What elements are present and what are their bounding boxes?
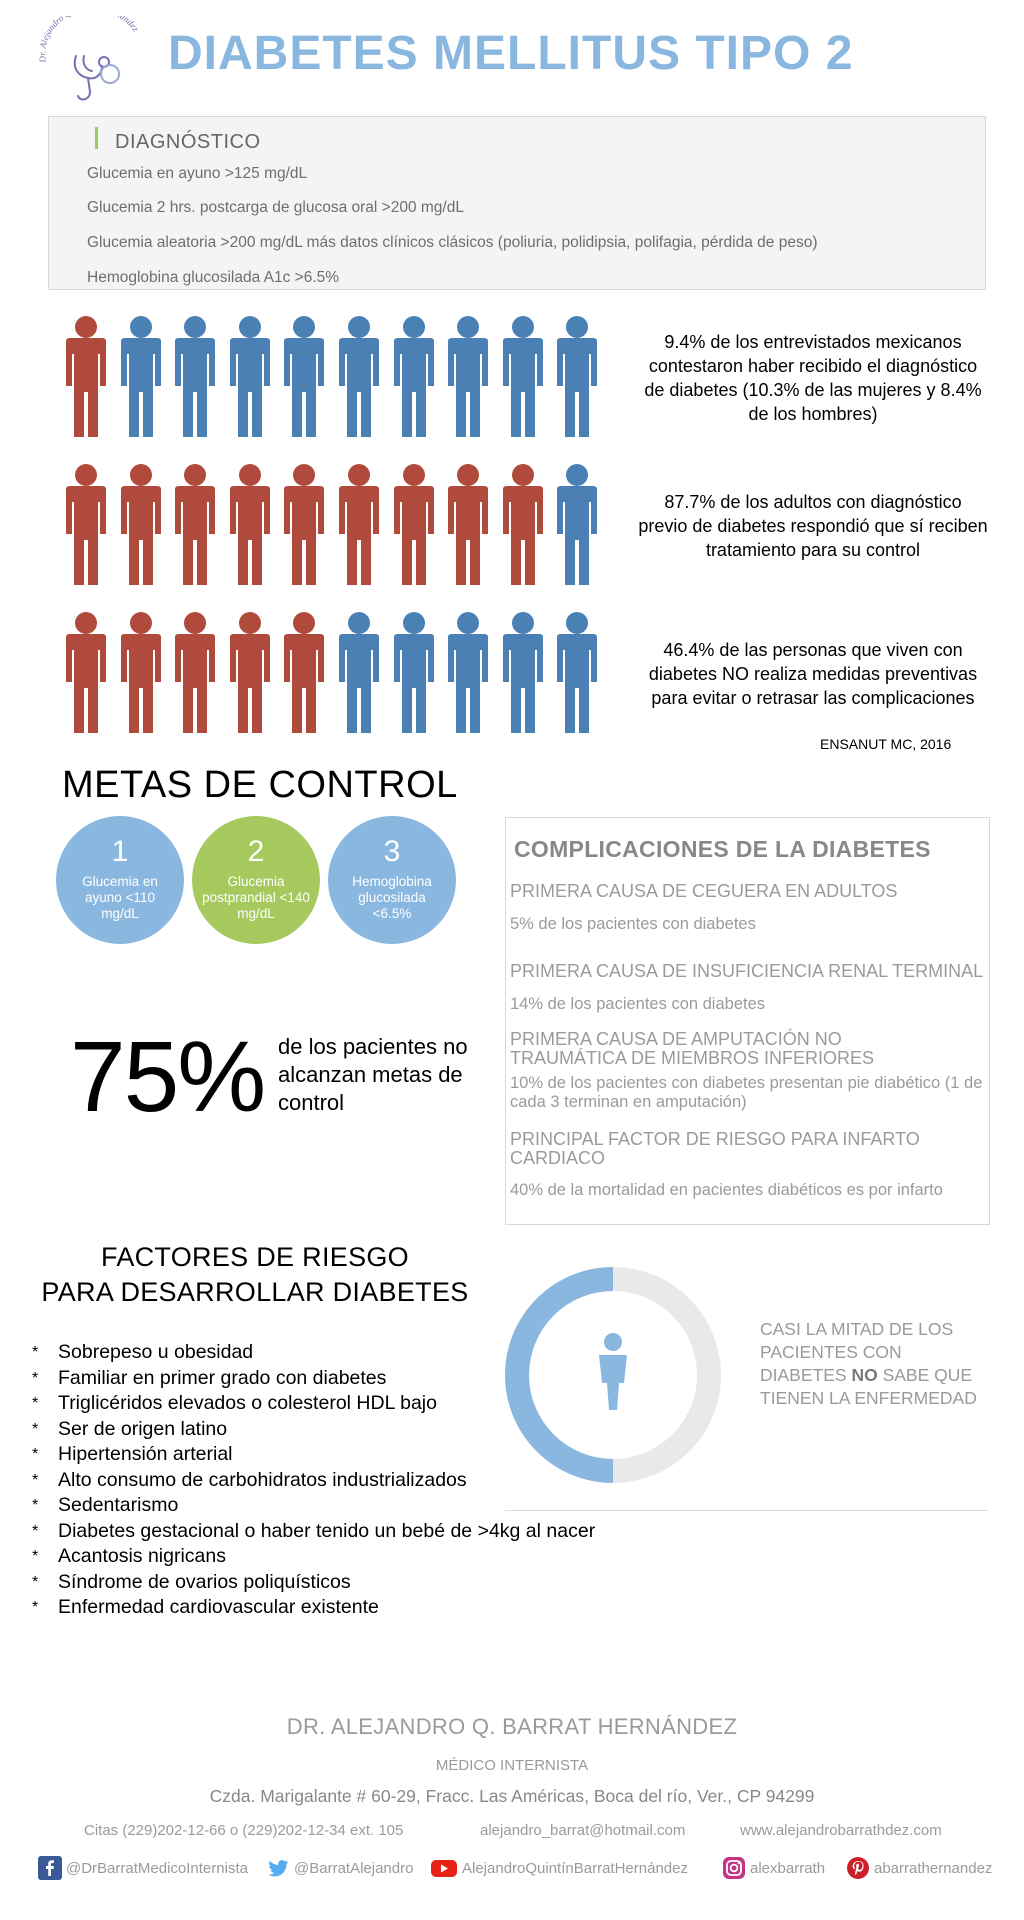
- logo: [32, 16, 147, 106]
- pinterest-icon: [846, 1856, 870, 1880]
- person-icon-blue: [388, 610, 440, 735]
- youtube-icon: [430, 1856, 458, 1880]
- twitter-link[interactable]: @BarratAlejandro: [266, 1855, 413, 1881]
- percent-figure: 75%: [70, 1021, 265, 1133]
- website-link[interactable]: www.alejandrobarrathdez.com: [740, 1822, 942, 1839]
- facebook-link[interactable]: @DrBarratMedicoInternista: [38, 1855, 248, 1881]
- person-icon-red: [169, 610, 221, 735]
- donut-caption: CASI LA MITAD DE LOS PACIENTES CON DIABETES NO SABE QUE TIENEN LA ENFERMEDAD: [760, 1319, 977, 1408]
- page-title: DIABETES MELLITUS TIPO 2: [168, 27, 854, 80]
- person-icon-blue: [224, 314, 276, 439]
- factores-title: [30, 1240, 480, 1310]
- person-icon-blue: [169, 314, 221, 439]
- stat-text: 9.4% de los entrevistados mexicanos contestaron haber recibido el diagnóstico de diabetes (10.3% de las mujeres y 8.4% de los hombres): [644, 332, 982, 424]
- donut-chart: [503, 1265, 723, 1485]
- meta-circle: [56, 816, 184, 944]
- person-icon-red: [388, 462, 440, 587]
- person-icon: [599, 1333, 627, 1410]
- person-icon-blue: [551, 314, 603, 439]
- stat-text: 87.7% de los adultos con diagnóstico previo de diabetes respondió que sí reciben tratamiento para su control: [638, 492, 988, 560]
- person-icon-blue: [333, 610, 385, 735]
- percent-caption: de los pacientes no alcanzan metas de control: [278, 1034, 468, 1115]
- list-item: * Sobrepeso u obesidad: [32, 1341, 254, 1363]
- factores-title-line: FACTORES DE RIESGO: [101, 1242, 409, 1272]
- list-item: * Ser de origen latino: [32, 1417, 228, 1440]
- person-icon-red: [278, 610, 330, 735]
- person-icon-blue: [497, 314, 549, 439]
- diagnostico-title: DIAGNÓSTICO: [115, 131, 261, 153]
- instagram-link[interactable]: alexbarrath: [722, 1855, 825, 1881]
- pictogram-row: [60, 610, 610, 740]
- doctor-role: MÉDICO INTERNISTA: [435, 1757, 589, 1774]
- complicacion-heading: PRIMERA CAUSA DE INSUFICIENCIA RENAL TERMINAL: [510, 961, 984, 981]
- person-icon-red: [278, 462, 330, 587]
- doctor-name: DR. ALEJANDRO Q. BARRAT HERNÁNDEZ: [286, 1714, 738, 1739]
- person-icon-red: [60, 462, 112, 587]
- meta-number: 3: [383, 835, 401, 868]
- complicacion-heading: PRIMERA CAUSA DE AMPUTACIÓN NO TRAUMÁTICA DE MIEMBROS INFERIORES: [510, 1029, 875, 1068]
- complicaciones-title: COMPLICACIONES DE LA DIABETES: [514, 836, 931, 862]
- person-icon-red: [60, 314, 112, 439]
- person-icon-blue: [442, 610, 494, 735]
- person-icon-red: [224, 610, 276, 735]
- twitter-icon: [266, 1856, 290, 1880]
- youtube-link[interactable]: AlejandroQuintínBarratHernández: [430, 1855, 688, 1881]
- stat-text: 46.4% de las personas que viven con diabetes NO realiza medidas preventivas para evitar o retrasar las complicaciones: [648, 640, 978, 708]
- meta-number: 1: [111, 835, 129, 868]
- donut-fill: [517, 1279, 613, 1471]
- person-icon-blue: [442, 314, 494, 439]
- person-icon-blue: [115, 314, 167, 439]
- person-icon-red: [442, 462, 494, 587]
- divider: [505, 1510, 988, 1511]
- pinterest-link[interactable]: abarrathernandez: [846, 1855, 992, 1881]
- list-item: * Triglicéridos elevados o colesterol HDL bajo: [32, 1392, 437, 1414]
- complicaciones-box: [505, 817, 990, 1225]
- doctor-address: Czda. Marigalante # 60-29, Fracc. Las Américas, Boca del río, Ver., CP 94299: [209, 1786, 815, 1806]
- person-icon-blue: [551, 610, 603, 735]
- list-item: * Síndrome de ovarios poliquísticos: [32, 1570, 351, 1593]
- diagnostico-line: Glucemia 2 hrs. postcarga de glucosa oral >200 mg/dL: [87, 199, 464, 216]
- logo-text: Dr. Alejandro ández: [37, 16, 141, 64]
- diagnostico-line: Glucemia en ayuno >125 mg/dL: [87, 165, 308, 182]
- person-icon-red: [115, 462, 167, 587]
- person-icon-red: [497, 462, 549, 587]
- diagnostico-box: [48, 116, 986, 290]
- email-link[interactable]: alejandro_barrat@hotmail.com: [480, 1822, 686, 1839]
- person-icon-red: [169, 462, 221, 587]
- source-citation: ENSANUT MC, 2016: [820, 736, 952, 752]
- metas-title: METAS DE CONTROL: [62, 764, 458, 806]
- person-icon-red: [224, 462, 276, 587]
- complicacion-heading: PRIMERA CAUSA DE CEGUERA EN ADULTOS: [510, 881, 898, 901]
- person-icon-blue: [388, 314, 440, 439]
- facebook-icon: [38, 1856, 62, 1880]
- meta-circle: [328, 816, 456, 944]
- meta-text: Glucemia postprandial <140 mg/dL: [202, 874, 310, 921]
- phone-text: Citas (229)202-12-66 o (229)202-12-34 ext. 105: [84, 1822, 404, 1839]
- svg-text:Dr. Alejandro Q. Barrat Hernán: [37, 16, 141, 64]
- person-icon-blue: [278, 314, 330, 439]
- complicacion-detail: 40% de la mortalidad en pacientes diabéticos es por infarto: [510, 1181, 943, 1199]
- diagnostico-line: Hemoglobina glucosilada A1c >6.5%: [87, 269, 340, 286]
- list-item: * Sedentarismo: [32, 1494, 179, 1516]
- person-icon-red: [60, 610, 112, 735]
- accent-bar: [95, 127, 98, 149]
- factores-title-line: PARA DESARROLLAR DIABETES: [41, 1277, 469, 1307]
- meta-circle: [192, 816, 320, 944]
- list-item: * Enfermedad cardiovascular existente: [32, 1596, 379, 1618]
- list-item: * Alto consumo de carbohidratos industrializados: [32, 1468, 467, 1491]
- person-icon-red: [333, 462, 385, 587]
- pictogram-row: [60, 314, 610, 444]
- person-icon-red: [115, 610, 167, 735]
- person-icon-blue: [497, 610, 549, 735]
- list-item: * Hipertensión arterial: [32, 1443, 233, 1465]
- list-item: * Familiar en primer grado con diabetes: [32, 1366, 387, 1389]
- person-icon-blue: [551, 462, 603, 587]
- meta-number: 2: [247, 835, 265, 868]
- complicacion-detail: 10% de los pacientes con diabetes presentan pie diabético (1 de cada 3 terminan en amputación): [510, 1074, 983, 1111]
- meta-text: Glucemia en ayuno <110 mg/dL: [82, 874, 158, 921]
- list-item: * Acantosis nigricans: [32, 1545, 226, 1567]
- pictogram-row: [60, 462, 610, 592]
- complicacion-heading: PRINCIPAL FACTOR DE RIESGO PARA INFARTO CARDIACO: [510, 1129, 920, 1168]
- list-item: * Diabetes gestacional o haber tenido un bebé de >4kg al nacer: [32, 1519, 596, 1542]
- person-icon-blue: [333, 314, 385, 439]
- diagnostico-line: Glucemia aleatoria >200 mg/dL más datos clínicos clásicos (poliuria, polidipsia, polifagia, pérdida de peso): [87, 234, 818, 251]
- instagram-icon: [722, 1856, 746, 1880]
- complicacion-detail: 14% de los pacientes con diabetes: [510, 995, 766, 1013]
- meta-text: Hemoglobina glucosilada <6.5%: [352, 874, 432, 921]
- complicacion-detail: 5% de los pacientes con diabetes: [510, 915, 756, 933]
